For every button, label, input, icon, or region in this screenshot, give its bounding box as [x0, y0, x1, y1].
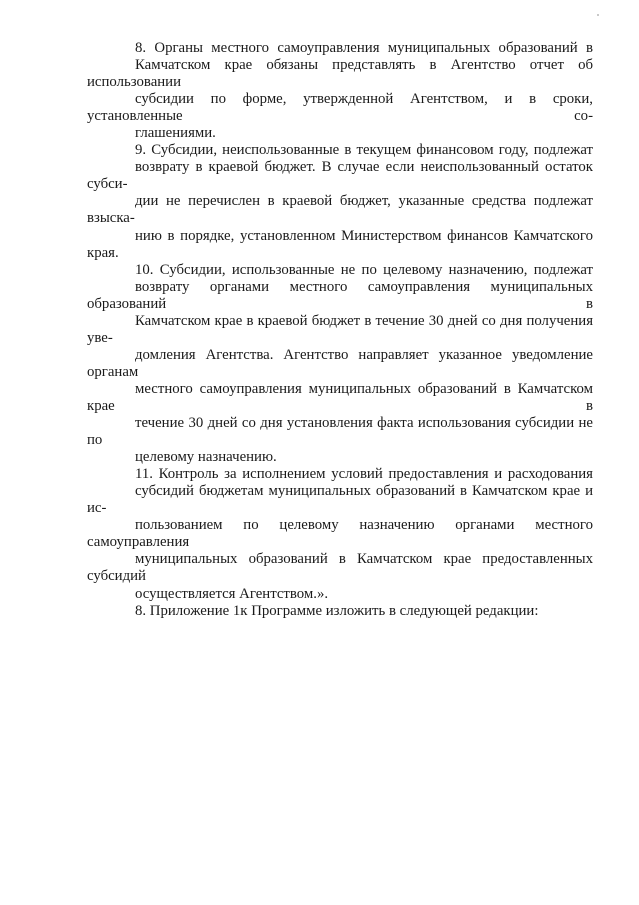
paragraph-8-appendix-amendment	[87, 603, 593, 620]
text-line: Камчатском крае в краевой бюджет в течение 30 дней со дня получения уве-	[87, 312, 593, 346]
text-line: субсидии по форме, утвержденной Агентством, и в сроки, установленные со-	[87, 91, 593, 125]
text-line: субсидий бюджетам муниципальных образований в Камчатском крае и ис-	[87, 483, 593, 517]
text-line: местного самоуправления муниципальных образований в Камчатском крае в	[87, 380, 593, 414]
text-line: осуществляется Агентством.».	[135, 585, 329, 602]
paragraph-9-unused-subsidies	[87, 142, 593, 261]
text-line: целевому назначению.	[135, 449, 277, 466]
text-line: 9. Субсидии, неиспользованные в текущем финансовом году, подлежат	[135, 142, 593, 159]
text-line: 11. Контроль за исполнением условий предоставления и расходования	[135, 466, 593, 483]
text-line: муниципальных образований в Камчатском крае предоставленных субсидий	[87, 551, 593, 585]
text-line: течение 30 дней со дня установления факта использования субсидии не по	[87, 415, 593, 449]
document-body	[87, 40, 593, 620]
paragraph-11-control	[87, 466, 593, 602]
text-line: возврату органами местного самоуправления муниципальных образований в	[87, 278, 593, 312]
text-line: Камчатском крае обязаны представлять в Агентство отчет об использовании	[87, 57, 593, 91]
text-line: пользованием по целевому назначению органами местного самоуправления	[87, 517, 593, 551]
text-line: 8. Органы местного самоуправления муниципальных образований в	[135, 40, 593, 56]
paragraph-8-reports	[87, 40, 593, 142]
text-line: нию в порядке, установленном Министерством финансов Камчатского края.	[87, 227, 593, 261]
text-line: возврату в краевой бюджет. В случае если неиспользованный остаток субси-	[87, 159, 593, 193]
scan-artifact-dot	[597, 14, 599, 16]
text-line: глашениями.	[135, 125, 216, 142]
paragraph-10-misused-subsidies	[87, 262, 593, 467]
text-line: дии не перечислен в краевой бюджет, указанные средства подлежат взыска-	[87, 193, 593, 227]
text-line: 8. Приложение 1к Программе изложить в следующей редакции:	[135, 602, 539, 619]
text-line: 10. Субсидии, использованные не по целевому назначению, подлежат	[135, 261, 593, 278]
text-line: домления Агентства. Агентство направляет указанное уведомление органам	[87, 346, 593, 380]
